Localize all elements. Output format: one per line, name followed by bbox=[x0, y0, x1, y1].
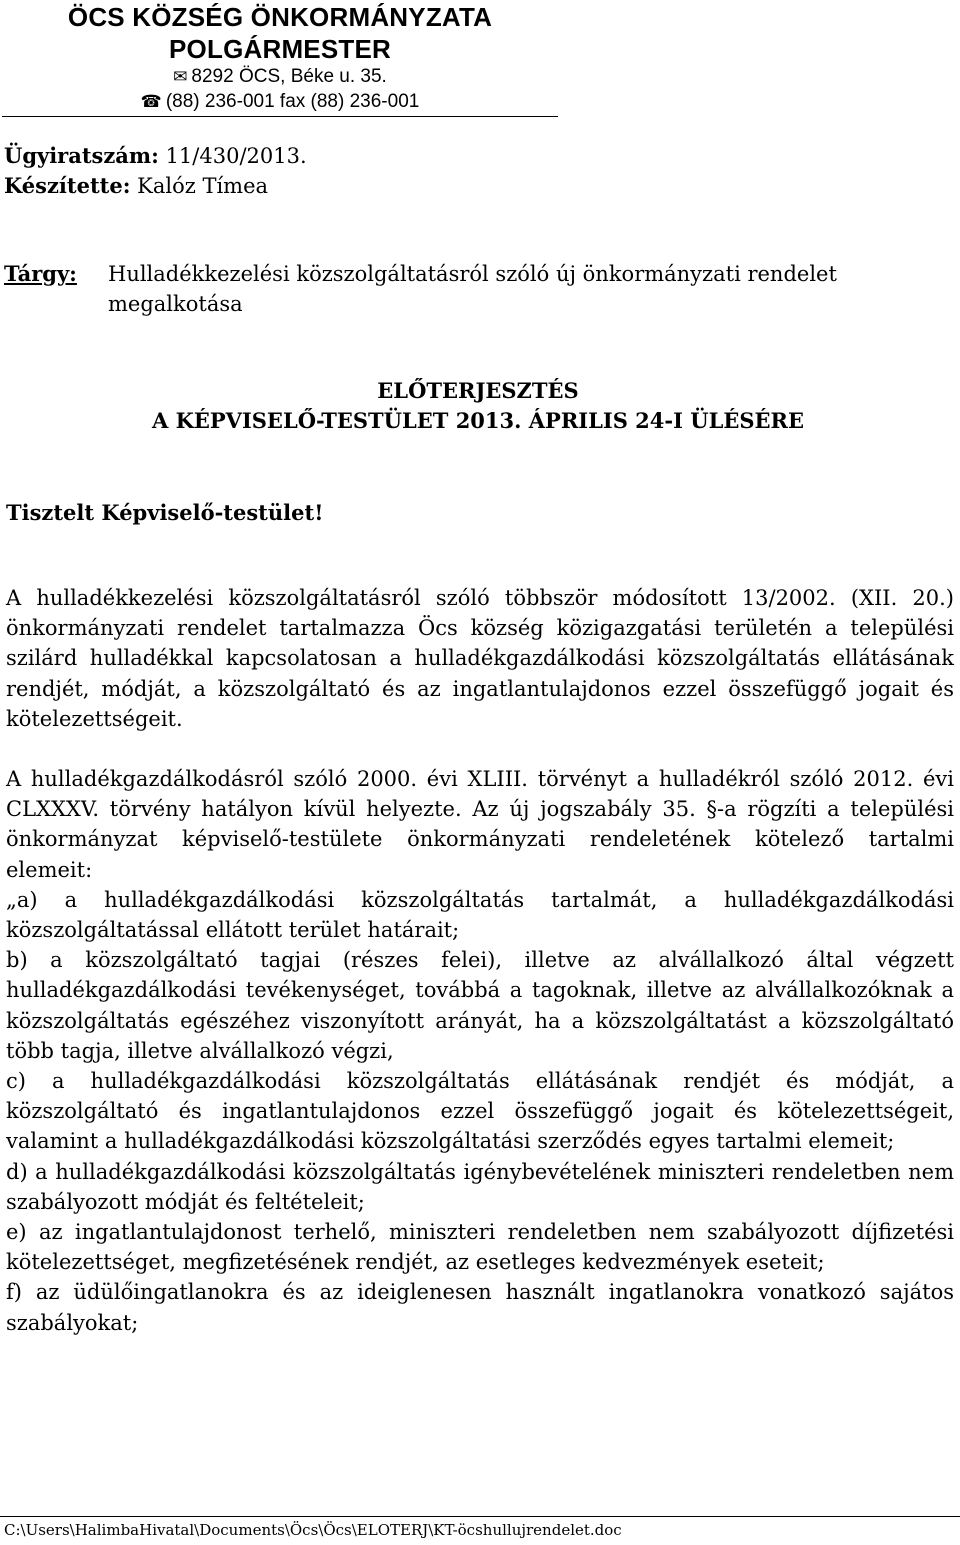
salutation: Tisztelt Képviselő-testület! bbox=[6, 500, 324, 525]
file-number-label: Ügyiratszám: bbox=[4, 143, 159, 168]
org-name: ÖCS KÖZSÉG ÖNKORMÁNYZATA bbox=[67, 2, 493, 32]
footer-file-path: C:\Users\HalimbaHivatal\Documents\Öcs\Öcs\ELOTERJ\KT-öcshullujrendelet.doc bbox=[4, 1521, 622, 1539]
list-item-c: c) a hulladékgazdálkodási közszolgáltatás ellátásának rendjét és módját, a közszolgáltató és ingatlantulajdonos ezzel összefüggő jogait és kötelezettségeit, valamint a hulladékgazdálkodási közszolgáltatási szerződés egyes tartalmi elemeit; bbox=[6, 1069, 954, 1154]
subject-line-2: megalkotása bbox=[108, 292, 243, 316]
list-item-a: „a) a hulladékgazdálkodási közszolgáltatás tartalmát, a hulladékgazdálkodási közszolgáltatással ellátott terület határait; bbox=[6, 887, 954, 943]
footer-divider bbox=[0, 1516, 960, 1517]
address-text: 8292 ÖCS, Béke u. 35. bbox=[191, 66, 387, 87]
phone-text: (88) 236-001 fax (88) 236-001 bbox=[165, 91, 420, 112]
author bbox=[4, 171, 268, 201]
list-item-e: e) az ingatlantulajdonost terhelő, miniszteri rendeletben nem szabályozott díjfizetési kötelezettséget, megfizetésének rendjét, az esetleges kedvezmények eseteit; bbox=[6, 1220, 954, 1275]
header-divider bbox=[2, 116, 558, 117]
subject-text bbox=[108, 259, 958, 319]
file-number-value: 11/430/2013. bbox=[165, 144, 307, 168]
paragraph-1: A hulladékkezelési közszolgáltatásról szóló többször módosított 13/2002. (XII. 20.) önkormányzati rendelet tartalmazza Öcs község közigazgatási területén a települési szilárd hulladékkal kapcsolatosan a hulladékgazdálkodási közszolgáltatás ellátásának rendjét, módját, a közszolgáltató és az ingatlantulajdonos ezzel összefüggő jogait és kötelezettségeit. bbox=[6, 586, 954, 731]
subject-line-1: Hulladékkezelési közszolgáltatásról szóló új önkormányzati rendelet bbox=[108, 262, 837, 286]
author-label: Készítette: bbox=[4, 173, 131, 198]
paragraph-2: A hulladékgazdálkodásról szóló 2000. évi XLIII. törvényt a hulladékról szóló 2012. évi CLXXXV. törvény hatályon kívül helyezte. Az új jogszabály 35. §-a rögzíti a települési önkormányzat képviselő-testülete önkormányzati rendeletének kötelező tartalmi elemeit: bbox=[6, 767, 954, 882]
document-title: ELŐTERJESZTÉS bbox=[377, 378, 579, 403]
list-item-d: d) a hulladékgazdálkodási közszolgáltatás igénybevételének miniszteri rendeletben nem szabályozott módját és feltételeit; bbox=[6, 1159, 954, 1214]
list-item-f: f) az üdülőingatlanokra és az ideiglenesen használt ingatlanokra vonatkozó sajátos szabályokat; bbox=[6, 1280, 954, 1335]
subject-label: Tárgy: bbox=[4, 261, 77, 286]
phone-line bbox=[0, 91, 560, 113]
list-item-b: b) a közszolgáltató tagjai (részes felei), illetve az alvállalkozó által végzett hulladékgazdálkodási tevékenységet, továbbá a tagoknak, illetve az alvállalkozóknak a közszolgáltatás egészéhez viszonyított arányát, ha a közszolgáltatást a közszolgáltató több tagja, illetve alvállalkozó végzi, bbox=[6, 948, 954, 1063]
org-office: POLGÁRMESTER bbox=[169, 34, 391, 64]
mail-icon: ✉ bbox=[173, 67, 188, 87]
telephone-icon: ☎ bbox=[140, 92, 162, 112]
file-number bbox=[4, 141, 307, 171]
address-line bbox=[0, 66, 560, 88]
author-value: Kalóz Tímea bbox=[137, 174, 269, 198]
body-text bbox=[6, 583, 954, 1338]
document-subtitle: A KÉPVISELŐ-TESTÜLET 2013. ÁPRILIS 24-I ÜLÉSÉRE bbox=[152, 408, 804, 433]
